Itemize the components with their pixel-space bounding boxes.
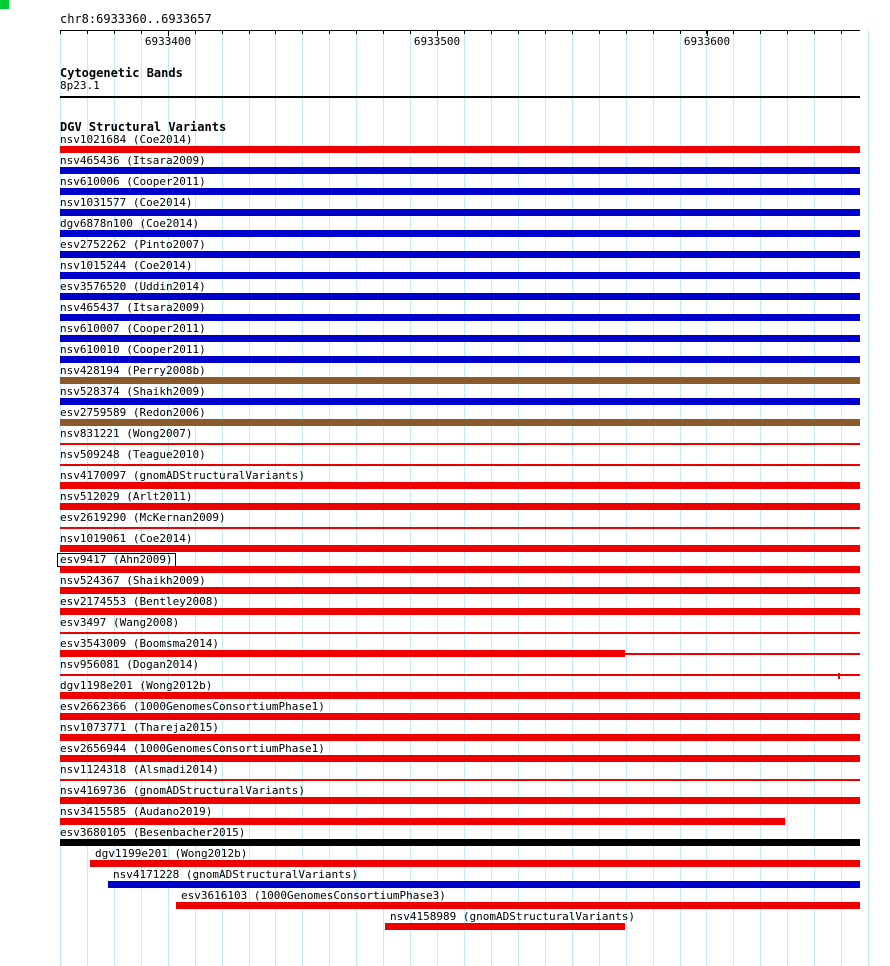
ruler-minor-tick <box>760 30 761 34</box>
variant-label[interactable]: esv2752262 (Pinto2007) <box>60 238 206 251</box>
variant-bar[interactable] <box>60 587 860 594</box>
variant-label[interactable]: esv2619290 (McKernan2009) <box>60 511 226 524</box>
variant-line[interactable] <box>60 443 860 445</box>
ruler-minor-tick <box>222 30 223 34</box>
variant-label[interactable]: esv2662366 (1000GenomesConsortiumPhase1) <box>60 700 325 713</box>
variant-line[interactable] <box>60 464 860 466</box>
variant-bar[interactable] <box>60 545 860 552</box>
variant-label[interactable]: esv2174553 (Bentley2008) <box>60 595 219 608</box>
cytoband-track-title: Cytogenetic Bands <box>60 66 183 80</box>
ruler-minor-tick <box>87 30 88 34</box>
variant-bar[interactable] <box>60 755 860 762</box>
variant-label[interactable]: nsv512029 (Arlt2011) <box>60 490 193 503</box>
variant-label[interactable]: nsv4158989 (gnomADStructuralVariants) <box>390 910 636 923</box>
variant-label[interactable]: nsv1015244 (Coe2014) <box>60 259 193 272</box>
variant-label[interactable]: nsv610010 (Cooper2011) <box>60 343 206 356</box>
ruler-minor-tick <box>680 30 681 34</box>
variant-bar[interactable] <box>60 734 860 741</box>
variant-label[interactable]: nsv610007 (Cooper2011) <box>60 322 206 335</box>
variant-bar[interactable] <box>60 503 860 510</box>
dgv-track-title: DGV Structural Variants <box>60 120 227 134</box>
ruler-minor-tick <box>275 30 276 34</box>
variant-bar[interactable] <box>60 167 860 174</box>
variant-end-tick <box>838 673 840 679</box>
variant-bar[interactable] <box>60 251 860 258</box>
ruler-minor-tick <box>141 30 142 34</box>
variant-bar[interactable] <box>60 356 860 363</box>
ruler-minor-tick <box>491 30 492 34</box>
variant-label[interactable]: nsv528374 (Shaikh2009) <box>60 385 206 398</box>
ruler-minor-tick <box>114 30 115 34</box>
variant-bar[interactable] <box>385 923 625 930</box>
variant-bar[interactable] <box>176 902 860 909</box>
variant-label[interactable]: nsv1019061 (Coe2014) <box>60 532 193 545</box>
ruler-minor-tick <box>356 30 357 34</box>
ruler-minor-tick <box>841 30 842 34</box>
variant-bar[interactable] <box>60 692 860 699</box>
variant-label[interactable]: esv2656944 (1000GenomesConsortiumPhase1) <box>60 742 325 755</box>
variant-label[interactable]: nsv509248 (Teague2010) <box>60 448 206 461</box>
variant-label[interactable]: nsv1031577 (Coe2014) <box>60 196 193 209</box>
ruler-minor-tick <box>626 30 627 34</box>
ruler-minor-tick <box>464 30 465 34</box>
variant-bar[interactable] <box>60 272 860 279</box>
ruler-minor-tick <box>653 30 654 34</box>
variant-label[interactable]: nsv831221 (Wong2007) <box>60 427 193 440</box>
variant-label[interactable]: nsv4171228 (gnomADStructuralVariants) <box>113 868 359 881</box>
variant-bar[interactable] <box>108 881 860 888</box>
variant-label[interactable]: nsv524367 (Shaikh2009) <box>60 574 206 587</box>
variant-bar[interactable] <box>60 377 860 384</box>
variant-bar[interactable] <box>60 398 860 405</box>
variant-bar[interactable] <box>60 818 785 825</box>
ruler-minor-tick <box>60 30 61 34</box>
variant-label[interactable]: esv3616103 (1000GenomesConsortiumPhase3) <box>181 889 446 902</box>
variant-bar[interactable] <box>60 566 860 573</box>
region-label: chr8:6933360..6933657 <box>60 12 212 26</box>
variant-line[interactable] <box>625 653 860 655</box>
variant-bar[interactable] <box>60 608 860 615</box>
variant-label[interactable]: esv3680105 (Besenbacher2015) <box>60 826 246 839</box>
ruler-minor-tick <box>302 30 303 34</box>
variant-label[interactable]: nsv465436 (Itsara2009) <box>60 154 206 167</box>
ruler-tick-label: 6933400 <box>144 35 192 48</box>
variant-bar[interactable] <box>60 188 860 195</box>
variant-line[interactable] <box>60 674 860 676</box>
variant-label[interactable]: esv9417 (Ahn2009) <box>57 553 176 567</box>
ruler-tick-label: 6933600 <box>683 35 731 48</box>
variant-label[interactable]: nsv1124318 (Alsmadi2014) <box>60 763 219 776</box>
variant-label[interactable]: nsv610006 (Cooper2011) <box>60 175 206 188</box>
ruler-minor-tick <box>545 30 546 34</box>
variant-bar[interactable] <box>60 146 860 153</box>
variant-bar[interactable] <box>60 293 860 300</box>
variant-bar[interactable] <box>60 650 625 657</box>
ruler-minor-tick <box>329 30 330 34</box>
variant-bar[interactable] <box>60 314 860 321</box>
variant-label[interactable]: dgv6878n100 (Coe2014) <box>60 217 200 230</box>
variant-label[interactable]: nsv465437 (Itsara2009) <box>60 301 206 314</box>
variant-label[interactable]: esv3576520 (Uddin2014) <box>60 280 206 293</box>
ruler-minor-tick <box>572 30 573 34</box>
variant-label[interactable]: nsv4169736 (gnomADStructuralVariants) <box>60 784 306 797</box>
variant-bar[interactable] <box>60 209 860 216</box>
cytoband-glyph[interactable] <box>60 96 860 98</box>
variant-label[interactable]: esv2759589 (Redon2006) <box>60 406 206 419</box>
variant-label[interactable]: esv3497 (Wang2008) <box>60 616 180 629</box>
gridline <box>868 30 869 966</box>
variant-label[interactable]: dgv1198e201 (Wong2012b) <box>60 679 213 692</box>
variant-label[interactable]: nsv428194 (Perry2008b) <box>60 364 206 377</box>
ruler-minor-tick <box>195 30 196 34</box>
variant-label[interactable]: dgv1199e201 (Wong2012b) <box>95 847 248 860</box>
variant-label[interactable]: nsv3415585 (Audano2019) <box>60 805 213 818</box>
variant-bar[interactable] <box>60 335 860 342</box>
ruler-minor-tick <box>814 30 815 34</box>
variant-bar[interactable] <box>60 839 860 846</box>
variant-line[interactable] <box>60 632 860 634</box>
ruler-minor-tick <box>733 30 734 34</box>
cytoband-label[interactable]: 8p23.1 <box>60 79 100 92</box>
variant-bar[interactable] <box>60 419 860 426</box>
ruler-line[interactable] <box>60 30 860 31</box>
ruler-minor-tick <box>787 30 788 34</box>
ruler-minor-tick <box>599 30 600 34</box>
variant-label[interactable]: nsv1021684 (Coe2014) <box>60 133 193 146</box>
variant-bar[interactable] <box>60 713 860 720</box>
variant-bar[interactable] <box>60 482 860 489</box>
variant-label[interactable]: nsv1073771 (Thareja2015) <box>60 721 219 734</box>
variant-line[interactable] <box>60 779 860 781</box>
variant-bar[interactable] <box>90 860 860 867</box>
ruler-tick-label: 6933500 <box>413 35 461 48</box>
variant-line[interactable] <box>60 527 860 529</box>
variant-bar[interactable] <box>60 230 860 237</box>
variant-label[interactable]: esv3543009 (Boomsma2014) <box>60 637 219 650</box>
ruler-minor-tick <box>249 30 250 34</box>
variant-label[interactable]: nsv956081 (Dogan2014) <box>60 658 200 671</box>
variant-label[interactable]: nsv4170097 (gnomADStructuralVariants) <box>60 469 306 482</box>
ruler-minor-tick <box>383 30 384 34</box>
variant-bar[interactable] <box>60 797 860 804</box>
ruler-minor-tick <box>518 30 519 34</box>
ruler-minor-tick <box>410 30 411 34</box>
